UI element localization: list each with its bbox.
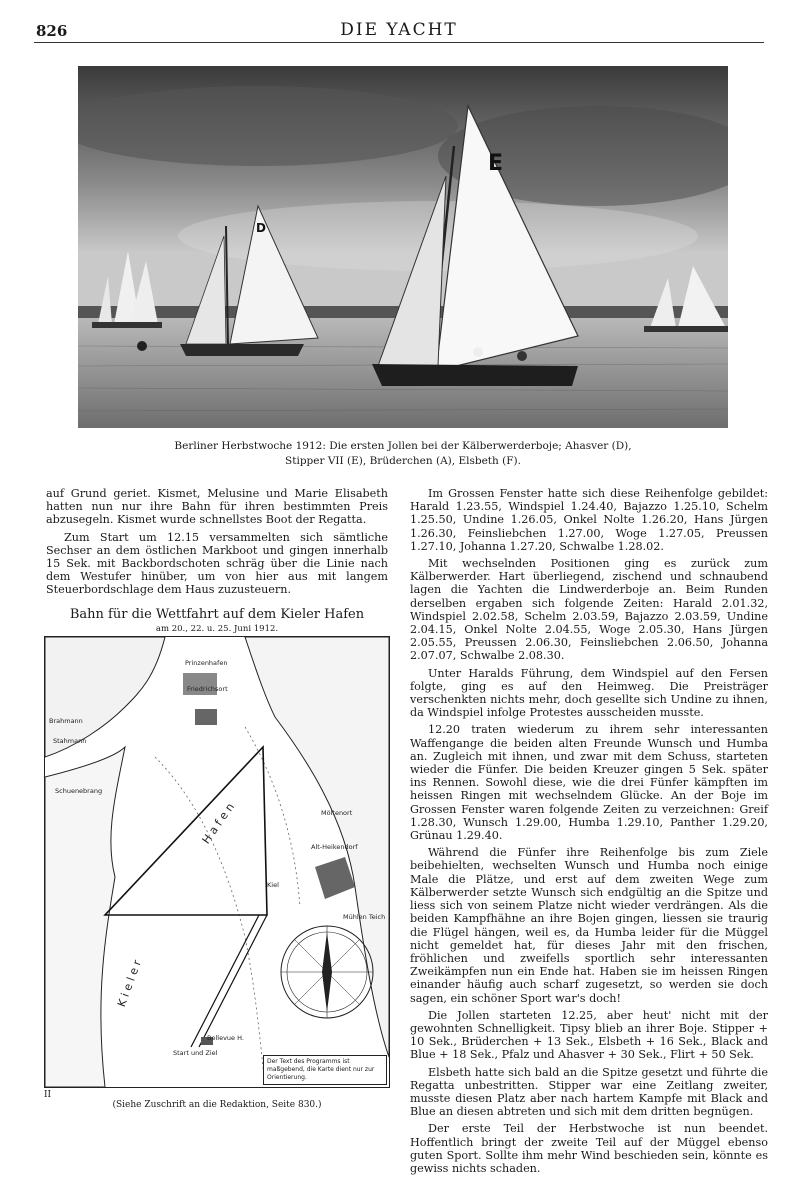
fort-block bbox=[195, 709, 217, 725]
label-muehlenteich: Mühlen Teich bbox=[343, 913, 386, 921]
label-friedrichsort: Friedrichsort bbox=[187, 685, 228, 693]
label-alt-heikendorf: Alt-Heikendorf bbox=[311, 843, 358, 851]
label-prinzenhafen: Prinzenhafen bbox=[185, 659, 228, 667]
page-number: 826 bbox=[36, 22, 68, 40]
label-start-ziel: Start und Ziel bbox=[173, 1049, 218, 1057]
running-head: DIE YACHT bbox=[340, 20, 458, 40]
right-column bbox=[410, 487, 768, 1179]
course-triangle bbox=[105, 747, 267, 915]
paragraph: Der erste Teil der Herbstwoche ist nun beendet. Hoffentlich bringt der zweite Teil auf der Müggel ebenso guten Sport. Sollte ihm mehr Wind beschieden sein, könnte es gewiss nichts schaden. bbox=[410, 1122, 768, 1175]
paragraph: Unter Haralds Führung, dem Windspiel auf den Fersen folgte, ging es auf den Heimweg. Die Preisträger verschenkten nichts mehr, doch gesellte sich Undine zu ihnen, da Windspiel infolge Protestes ausscheiden musste. bbox=[410, 666, 768, 720]
map-note: Der Text des Programms ist maßgebend, die Karte dient nur zur Orientierung. bbox=[263, 1055, 387, 1085]
hull-distant bbox=[644, 326, 728, 332]
hull-d bbox=[180, 344, 304, 356]
label-brahmann: Brahmann bbox=[49, 717, 83, 725]
paragraph: auf Grund geriet. Kismet, Melusine und Marie Elisabeth hatten nun nur ihre Bahn für ihren bestimmten Preis abzusegeln. Kismet wurde schnellstes Boot der Regatta. bbox=[46, 487, 388, 527]
paragraph: Zum Start um 12.15 versammelten sich sämtliche Sechser an dem östlichen Markboot und gingen innerhalb 15 Sek. mit Backbordschoten schräg über die Linie nach dem Westufer hinüber, um von hier aus mit langem Steuerbordschlage dem Haus zuzusteuern. bbox=[46, 530, 388, 597]
paragraph: Die Jollen starteten 12.25, aber heut' nicht mit der gewohnten Schnelligkeit. Tipsy blieb an ihrer Boje. Stipper + 10 Sek., Brüderchen + 13 Sek., Elsbeth + 16 Sek., Black and Blue + 18 Sek., Pfalz und Ahasver + 30 Sek., Flirt + 50 Sek. bbox=[410, 1008, 768, 1062]
paragraph: Elsbeth hatte sich bald an die Spitze gesetzt und führte die Regatta unbestritten. Stipper war eine Zeitlang zweiter, musste diesen Platz aber nach hartem Kampfe mit Black and Blue an diesen abtreten und sich mit dem dritten begnügen. bbox=[410, 1065, 768, 1119]
course-map bbox=[44, 636, 390, 1088]
buoy bbox=[137, 341, 147, 351]
land-west-lower bbox=[45, 747, 125, 1087]
label-hafen: H a f e n bbox=[199, 800, 238, 847]
map-title: Bahn für die Wettfahrt auf dem Kieler Hafen bbox=[69, 607, 365, 622]
compass-rose-icon bbox=[281, 926, 373, 1018]
photo-caption bbox=[78, 439, 728, 469]
map-reference-note: (Siehe Zuschrift an die Redaktion, Seite 830.) bbox=[112, 1100, 322, 1110]
paragraph: Während die Fünfer ihre Reihenfolge bis zum Ziele beibehielten, wechselten Wunsch und Humba noch einige Male die Plätze, und erst auf dem zweiten Wege zum Kälberwerder setzte Wunsch sich endgültig an die Spitze und liess sich von seinem Platze nicht wieder verdrängen. Als die beiden Kampfhähne an ihre Bojen gingen, liessen sie traurig die Flügel hängen, weil es, da Humba leider für die Müggel nicht gemeldet hat, für dieses Jahr mit den frischen, fröhlichen und zweifells sportlich sehr interessanten Zweikämpfen nun ein Ende hat. Haben sie im heissen Ringen einander häufig auch scharf zugesetzt, so werden sie doch sagen, ein schöner Sport war's doch! bbox=[410, 846, 768, 1005]
sail-letter-e: E bbox=[488, 151, 504, 176]
label-kiel: Kiel bbox=[267, 881, 279, 889]
paragraph: Mit wechselnden Positionen ging es zurück zum Kälberwerder. Hart überliegend, zischend und schnaubend lagen die Yachten die Lindwerderboje an. Beim Runden derselben ergaben sich folgende Zeiten: Harald 2.01.32, Windspiel 2.02.58, Schelm 2.03.59, Bajazzo 2.03.59, Undine 2.04.15, Onkel Nolte 2.04.55, Woge 2.05.30, Hans Jürgen 2.05.55, Preussen 2.06.30, Feinsliebchen 2.06.50, Johanna 2.07.07, Schwalbe 2.08.30. bbox=[410, 557, 768, 663]
paragraph: 12.20 traten wiederum zu ihrem sehr interessanten Waffengange die beiden alten Freunde Wunsch und Humba an. Zugleich mit ihnen, und zwar mit dem Schuss, starteten wieder die Fünfer. Die beiden Kreuzer gingen 5 Sek. später ins Rennen. Sowohl diese, wie die drei Fünfer kämpften im heissen Ringen mit wechselndem Glücke. An der Boje im Grossen Fenster waren folgende Zeiten zu verzeichnen: Greif 1.28.30, Wunsch 1.29.00, Humba 1.29.10, Panther 1.29.20, Grünau 1.29.40. bbox=[410, 723, 768, 843]
left-column bbox=[46, 487, 388, 601]
label-kieler: K i e l e r bbox=[114, 958, 144, 1009]
course-leg bbox=[191, 915, 259, 1047]
label-stahmann: Stahmann bbox=[53, 737, 87, 745]
regatta-photo bbox=[78, 66, 728, 428]
map-subtitle: am 20., 22. u. 25. Juni 1912. bbox=[155, 624, 279, 634]
heikendorf-block bbox=[315, 857, 355, 899]
label-moltenort: Möltenort bbox=[321, 809, 353, 817]
caption-line-2: Stipper VII (E), Brüderchen (A), Elsbeth (F). bbox=[285, 455, 521, 467]
course-leg bbox=[199, 915, 267, 1047]
page-mark: II bbox=[44, 1090, 52, 1100]
label-bellevue: Bellevue H. bbox=[207, 1034, 244, 1042]
sailor bbox=[517, 351, 527, 361]
header-rule bbox=[34, 42, 764, 43]
hull-distant bbox=[92, 322, 162, 328]
label-schuenebrang: Schuenebrang bbox=[55, 787, 103, 795]
caption-line-1: Berliner Herbstwoche 1912: Die ersten Jollen bei der Kälberwerderboje; Ahasver (D), bbox=[174, 440, 632, 452]
sail-letter-d: D bbox=[256, 221, 266, 235]
hull-e bbox=[372, 364, 578, 386]
paragraph: Im Grossen Fenster hatte sich diese Reihenfolge gebildet: Harald 1.23.55, Windspiel 1.24.40, Bajazzo 1.25.10, Schelm 1.25.50, Undine 1.26.05, Onkel Nolte 1.26.20, Hans Jürgen 1.26.30, Feinsliebchen 1.27.00, Woge 1.27.05, Preussen 1.27.10, Johanna 1.27.20, Schwalbe 1.28.02. bbox=[410, 487, 768, 553]
sailor bbox=[473, 347, 483, 357]
